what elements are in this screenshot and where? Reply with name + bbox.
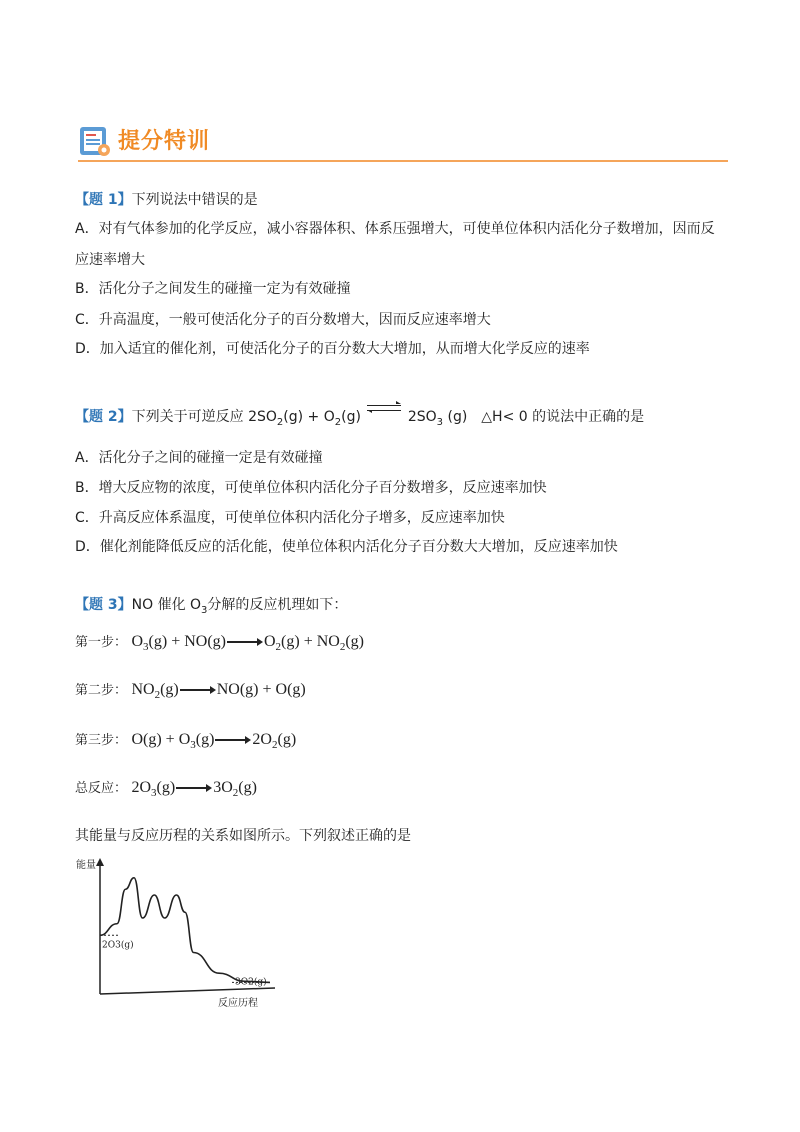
q3-stem-post: 分解的反应机理如下：	[207, 597, 348, 613]
eq-part: 2O	[131, 779, 152, 796]
q2-sub: 3	[436, 416, 444, 428]
reaction-arrow-icon	[227, 637, 263, 647]
q2-sub: 2	[276, 416, 284, 428]
eq-part: (g) + NO	[281, 633, 340, 650]
q1-option: C．升高温度，一般可使活化分子的百分数增大，因而反应速率增大	[75, 312, 491, 328]
eq-sub: 2	[232, 787, 239, 800]
y-axis-label: 能量	[76, 860, 96, 871]
q1-option: 应速率增大	[75, 252, 145, 268]
reaction-step	[75, 778, 257, 803]
eq-part: 3O	[213, 779, 233, 796]
reaction-arrow-icon	[215, 735, 251, 745]
eq-part: (g)	[277, 731, 297, 748]
eq-part: (g)	[195, 731, 215, 748]
section-title: 提分特训	[118, 129, 211, 154]
q2-stem-pre: 下列关于可逆反应 2SO	[131, 409, 277, 425]
q1-stem-text: 下列说法中错误的是	[131, 192, 258, 208]
document-notepad-icon	[78, 124, 112, 158]
q2-stem-mid1: (g) + O	[283, 409, 335, 425]
eq-sub: 2	[275, 641, 282, 654]
reaction-arrow-icon	[180, 685, 216, 695]
q1-option: B．活化分子之间发生的碰撞一定为有效碰撞	[75, 281, 351, 297]
q2-option: A．活化分子之间的碰撞一定是有效碰撞	[75, 450, 323, 466]
equilibrium-arrow-icon	[367, 402, 401, 416]
eq-sub: 2	[339, 641, 346, 654]
step-label: 第三步：	[75, 733, 128, 748]
reaction-step	[75, 680, 306, 705]
section-header	[78, 122, 728, 166]
eq-part: (g)	[345, 633, 364, 650]
step-label: 总反应：	[75, 781, 128, 796]
reaction-step	[75, 730, 296, 755]
q1-option: D．加入适宜的催化剂，可使活化分子的百分数大大增加，从而增大化学反应的速率	[75, 341, 590, 357]
eq-sub: 2	[154, 689, 161, 702]
q2-product: 2SO	[407, 409, 437, 425]
step-label: 第一步：	[75, 635, 128, 650]
q2-stem	[75, 407, 644, 433]
x-axis	[100, 988, 275, 994]
header-divider	[78, 160, 728, 162]
eq-part: NO	[131, 681, 155, 698]
q2-option: B．增大反应物的浓度，可使单位体积内活化分子百分数增多，反应速率加快	[75, 480, 547, 496]
x-axis-label: 反应历程	[218, 998, 258, 1009]
eq-sub: 3	[143, 641, 149, 654]
end-label: 3O2(g)	[235, 977, 267, 988]
q3-after-text: 其能量与反应历程的关系如图所示。下列叙述正确的是	[75, 828, 411, 844]
eq-sub: 2	[271, 739, 278, 752]
q3-stem-pre: NO 催化 O	[131, 597, 202, 613]
q3-tag: 【题 3】	[75, 597, 132, 613]
eq-part: (g) + NO(g)	[148, 633, 226, 650]
eq-part: O	[263, 633, 276, 650]
energy-curve	[100, 878, 270, 983]
q2-option: C．升高反应体系温度，可使单位体积内活化分子增多，反应速率加快	[75, 510, 505, 526]
eq-sub: 3	[151, 787, 157, 800]
q2-stem-mid2: (g)	[341, 409, 361, 425]
eq-part: (g)	[156, 779, 176, 796]
energy-profile-chart	[70, 852, 300, 1012]
eq-part: 2O	[252, 731, 272, 748]
q3-sub: 3	[201, 604, 208, 616]
eq-sub: 3	[190, 739, 196, 752]
q2-sub: 2	[334, 416, 342, 428]
q2-option: D．催化剂能降低反应的活化能，使单位体积内活化分子百分数大大增加，反应速率加快	[75, 539, 618, 555]
q2-stem-post: (g) △H< 0 的说法中正确的是	[443, 409, 645, 425]
reaction-step	[75, 632, 364, 657]
eq-part: O	[131, 633, 144, 650]
y-axis-arrow-icon	[96, 858, 104, 866]
step-label: 第二步：	[75, 683, 128, 698]
q1-tag: 【题 1】	[75, 192, 132, 208]
eq-part: NO(g) + O(g)	[216, 681, 306, 698]
q2-tag: 【题 2】	[75, 409, 132, 425]
start-label: 2O3(g)	[102, 940, 134, 951]
q3-stem	[75, 595, 347, 621]
q1-stem	[75, 190, 258, 210]
eq-part: (g)	[160, 681, 179, 698]
reaction-arrow-icon	[176, 783, 212, 793]
q1-option: A．对有气体参加的化学反应，减小容器体积、体系压强增大，可使单位体积内活化分子数增加，因而反	[75, 221, 715, 237]
eq-part: (g)	[238, 779, 257, 796]
eq-part: O(g) + O	[131, 731, 191, 748]
